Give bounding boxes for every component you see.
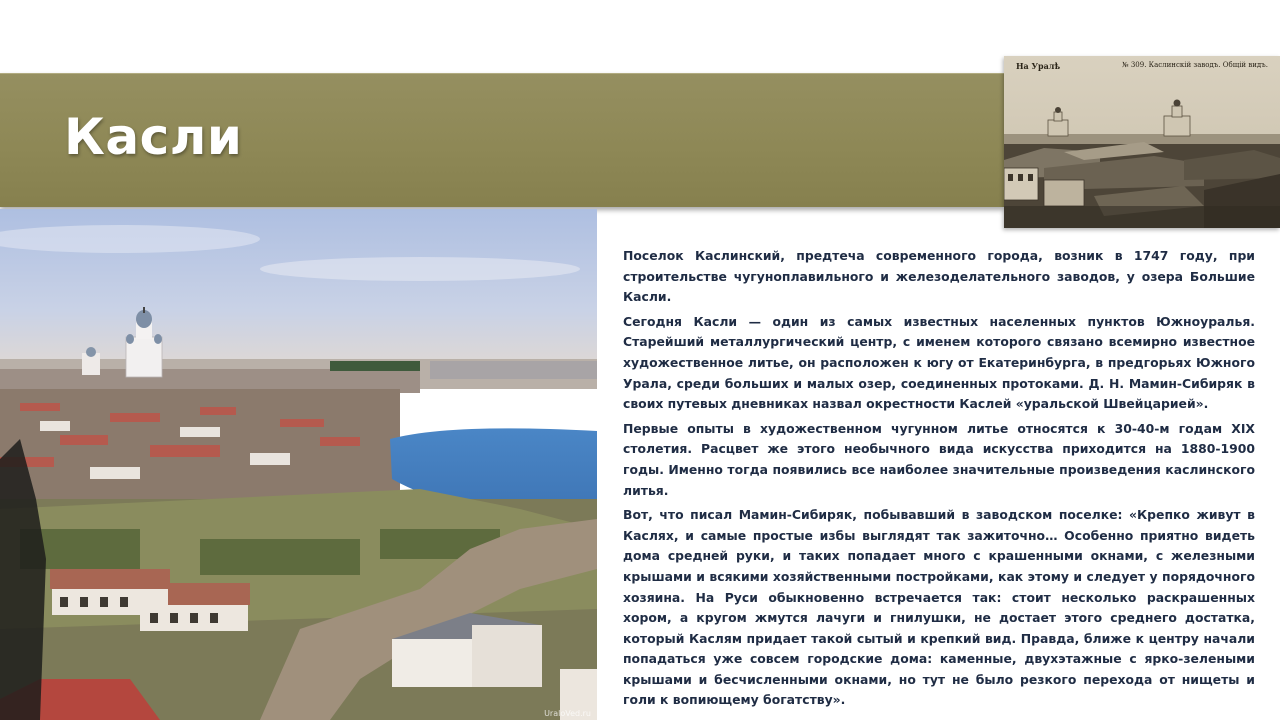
body-text [623, 246, 1255, 715]
slide-title: Касли [64, 108, 243, 166]
kasli-panorama-photo [0, 209, 597, 720]
postcard-caption-right: № 309. Каслинскій заводъ. Общій видъ. [1122, 61, 1268, 69]
paragraph-4: Вот, что писал Мамин-Сибиряк, побывавший в заводском поселке: «Крепко живут в Каслях, и самые простые избы выглядят так зажиточно… Особенно приятно видеть дома средней руки, и таких попадает много с крашенными окнами, с железными крышами и всякими хозяйственными постройками, как этому и следует у порядочного хозяина. На Руси обыкновенно встречается так: стоит несколько раскрашенных хором, а кругом жмутся лачуги и гнилушки, не достает этого среднего достатка, который Каслям придает такой сытый и крепкий вид. Правда, ближе к центру начали попадаться уже совсем городские дома: каменные, двухэтажные с ярко-зелеными крышами и бесчисленными окнами, но тут не было резкого перехода от нищеты и голи к вопиющему богатству». [623, 507, 1255, 708]
historic-postcard-image [1004, 56, 1280, 228]
postcard-illustration [1004, 56, 1280, 228]
photo-watermark: UraloVed.ru [544, 709, 591, 718]
paragraph-3: Первые опыты в художественном чугунном литье относятся к 30-40-м годам XIX столетия. Расцвет же этого необычного вида искусства приходится на 1880-1900 годы. Именно тогда появились все наиболее значительные произведения каслинского литья. [623, 420, 1255, 498]
paragraph-2: Сегодня Касли — один из самых известных населенных пунктов Южноуралья. Старейший металлургический центр, с именем которого связано всемирно известное художественное литье, он расположен к югу от Екатеринбурга, в предгорьях Южного Урала, среди больших и малых озер, соединенных протоками. Д. Н. Мамин-Сибиряк в своих путевых дневниках назвал окрестности Каслей «уральской Швейцарией». [623, 313, 1255, 412]
paragraph-1: Поселок Каслинский, предтеча современного города, возник в 1747 году, при строительстве чугуноплавильного и железоделательного заводов, у озера Большие Касли. [623, 248, 1255, 305]
panorama-illustration [0, 209, 597, 720]
postcard-caption-left: На Уралѣ [1016, 61, 1061, 71]
